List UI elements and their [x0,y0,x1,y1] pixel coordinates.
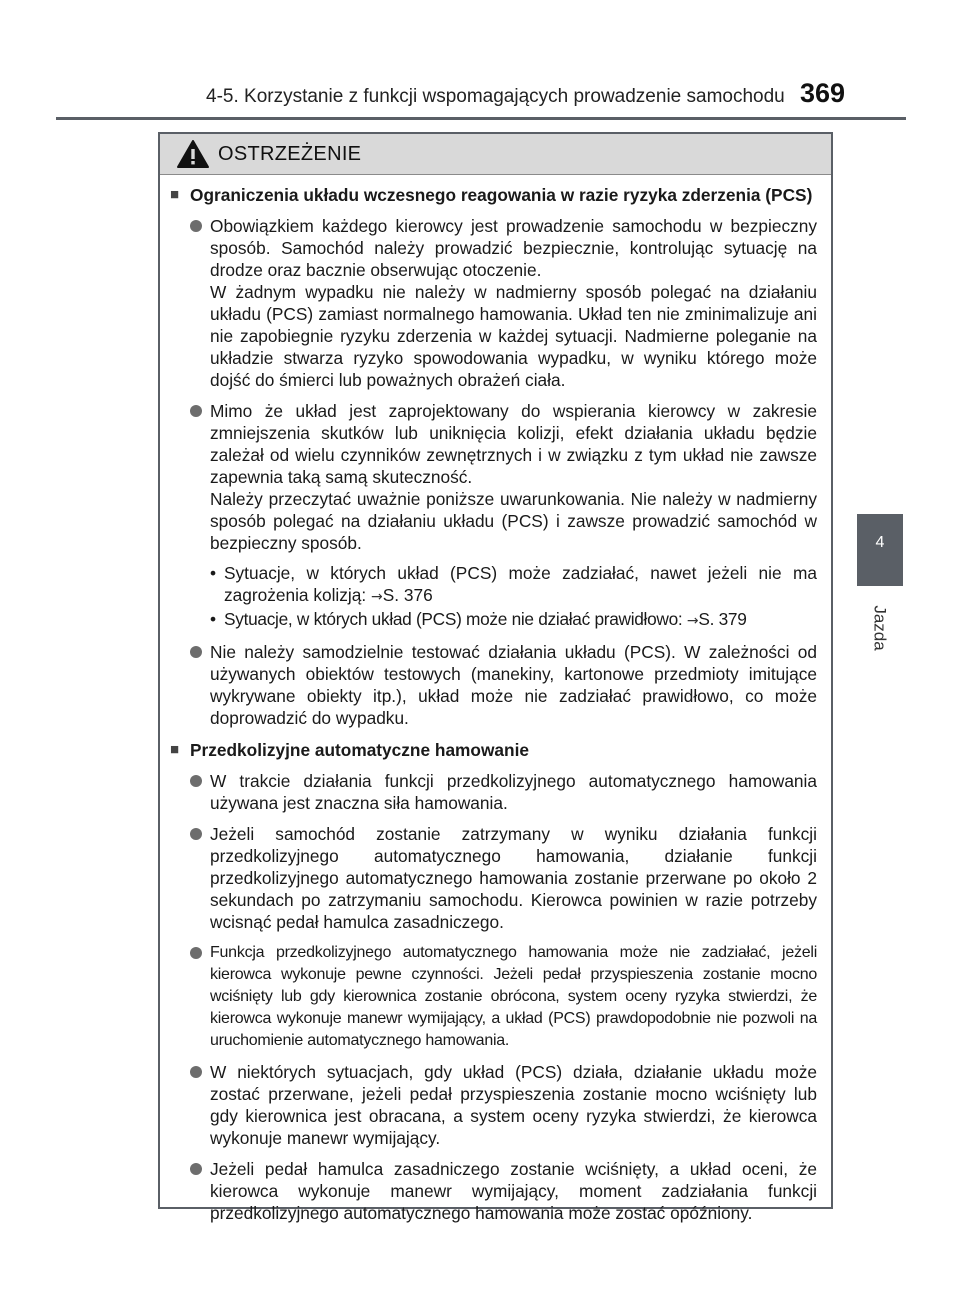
sub-item-text: Sytuacje, w których układ (PCS) może zadziałać, nawet jeżeli nie ma zagrożenia kolizją: [224,563,817,605]
warning-title: OSTRZEŻENIE [218,142,362,165]
section-heading [170,184,817,206]
list-item [170,215,817,391]
item-paragraph: Jeżeli pedał hamulca zasadniczego zostanie wciśnięty, a układ oceni, że kierowca wykonuje manewr wymijający, moment zadziałania funkcji przedkolizyjnego automatycznego hamowania może zostać opóźniony. [210,1159,817,1223]
item-paragraph: Jeżeli samochód zostanie zatrzymany w wyniku działania funkcji przedkolizyjnego automatycznego hamowania, działanie funkcji przedkolizyjnego automatycznego hamowania zostanie przerwane po około 2 sekundach po zatrzymaniu samochodu. Kierowca powinien w razie potrzeby wcisnąć pedał hamulca zasadniczego. [210,824,817,932]
warning-header [160,134,831,175]
round-bullet-icon [190,823,210,933]
section-title: Przedkolizyjne automatyczne hamowanie [190,740,530,760]
arrow-right-icon: → [686,613,699,629]
item-paragraph: Obowiązkiem każdego kierowcy jest prowadzenie samochodu w bezpieczny sposób. Samochód należy prowadzić bezpiecznie, kontrolując sytuację na drodze oraz bacznie obserwując otoczenie. [210,216,817,280]
item-paragraph: Nie należy samodzielnie testować działania układu (PCS). W zależności od używanych obiektów testowych (manekiny, kartonowe przedmioty imitujące wykrywane obiekty itp.), układ może nie zadziałać prawidłowo, co może doprowadzić do wypadku. [210,642,817,728]
sub-item: • Sytuacje, w których układ (PCS) może zadziałać, nawet jeżeli nie ma zagrożenia kolizją: →S. 376 [210,563,817,605]
item-paragraph: Należy przeczytać uważnie poniższe uwarunkowania. Nie należy w nadmierny sposób polegać na działaniu układu (PCS) i zawsze prowadzić samochód w bezpieczny sposób. [210,489,817,553]
sub-item-text: Sytuacje, w których układ (PCS) może nie działać prawidłowo: [224,609,683,629]
section-title: Ograniczenia układu wczesnego reagowania w razie ryzyka zderzenia (PCS) [190,185,813,205]
list-item [170,1158,817,1224]
chapter-label [857,598,903,658]
square-bullet-icon: ■ [170,741,180,758]
arrow-right-icon: → [370,589,383,605]
page-reference-link[interactable]: S. 379 [698,609,747,629]
round-bullet-icon [190,641,210,729]
warning-body [160,175,831,1224]
round-bullet-icon [190,215,210,391]
list-item [170,942,817,1052]
round-bullet-icon [190,1158,210,1224]
sub-item: • Sytuacje, w których układ (PCS) może nie działać prawidłowo: →S. 379 [210,609,747,629]
section-heading [170,739,817,761]
list-item [170,1061,817,1149]
header-divider [56,117,906,120]
round-bullet-icon [190,400,210,632]
warning-box [158,132,833,1223]
chapter-label-text: Jazda [871,605,890,651]
list-item [170,641,817,729]
list-item [170,823,817,933]
chapter-number: 4 [875,534,885,551]
item-paragraph: W niektórych sytuacjach, gdy układ (PCS) działa, działanie układu może zostać przerwane, jeżeli pedał przyspieszenia zostanie mocno wciśnięty lub gdy kierownica jest obracana, a system oceny ryzyka stwierdzi, że kierowca wykonuje manewr wymijający. [210,1062,817,1148]
header-title: 4-5. Korzystanie z funkcji wspomagających prowadzenie samochodu [206,86,785,107]
list-item [170,770,817,814]
chapter-tab[interactable] [857,514,903,586]
item-paragraph: Mimo że układ jest zaprojektowany do wspierania kierowcy w zakresie zmniejszenia skutków lub uniknięcia kolizji, efekt działania układu będzie zależał od wielu czynników zewnętrznych i w związku z tym układ nie zawsze zapewnia taką samą skuteczność. [210,401,817,487]
page-number: 369 [800,78,846,108]
item-paragraph: W żadnym wypadku nie należy w nadmierny sposób polegać na działaniu układu (PCS) zamiast normalnego hamowania. Układ ten nie zminimalizuje ani nie zapobiegnie ryzyku zderzenia w każdej sytuacji. Nadmierne poleganie na układzie stwarza ryzyko spowodowania wypadku, w wyniku którego może dojść do śmierci lub poważnych obrażeń ciała. [210,282,817,390]
round-bullet-icon [190,942,210,1052]
round-bullet-icon [190,770,210,814]
list-item [170,400,817,632]
item-paragraph: Funkcja przedkolizyjnego automatycznego hamowania może nie zadziałać, jeżeli kierowca wykonuje pewne czynności. Jeżeli pedał przyspieszenia zostanie mocno wciśnięty lub gdy kierownica zostanie obrócona, system oceny ryzyka stwierdzi, że kierowca wykonuje manewr wymijający, a układ (PCS) prawdopodobnie nie pozwoli na uruchomienie automatycznego hamowania. [210,944,817,1049]
round-bullet-icon [190,1061,210,1149]
warning-triangle-icon [176,139,210,169]
page-reference-link[interactable]: S. 376 [382,585,433,605]
item-paragraph: W trakcie działania funkcji przedkolizyjnego automatycznego hamowania używana jest znaczna siła hamowania. [210,771,817,813]
square-bullet-icon: ■ [170,186,180,203]
